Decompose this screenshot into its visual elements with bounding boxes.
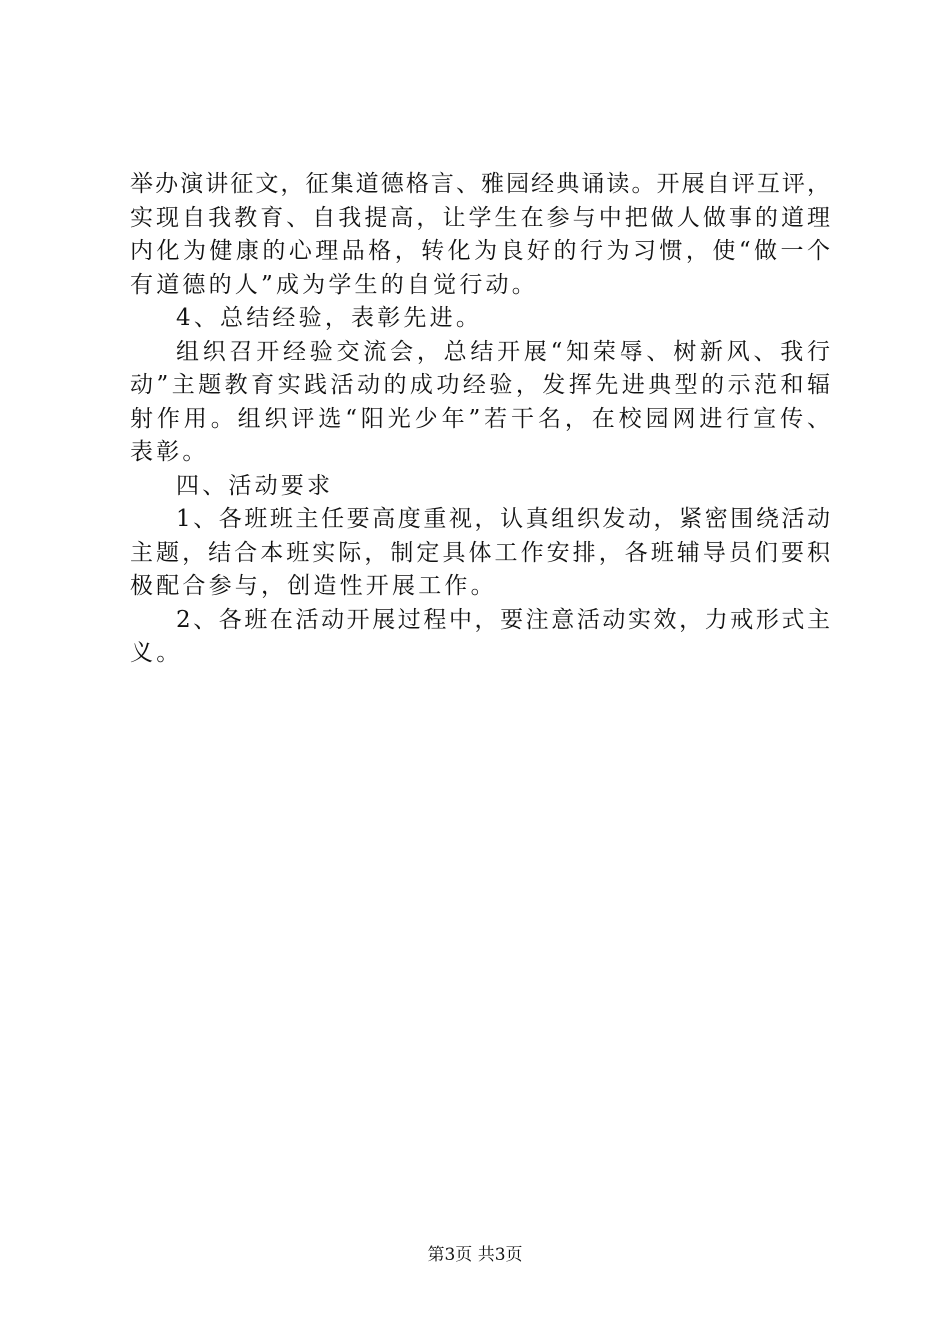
- paragraph-line: 实现自我教育、自我提高，让学生在参与中把做人做事的道理: [130, 204, 830, 231]
- paragraph-line: 有道德的人”成为学生的自觉行动。: [130, 271, 538, 298]
- document-body: [130, 168, 830, 671]
- paragraph-line: 主题，结合本班实际，制定具体工作安排，各班辅导员们要积: [130, 539, 830, 566]
- page-number-footer: 第3页 共3页: [427, 1245, 523, 1265]
- paragraph-line: 2、各班在活动开展过程中，要注意活动实效，力戒形式主: [176, 606, 830, 633]
- paragraph-line: 极配合参与，创造性开展工作。: [130, 573, 497, 599]
- paragraph-line: 内化为健康的心理品格，转化为良好的行为习惯，使“做一个: [130, 238, 830, 264]
- paragraph-line: 动”主题教育实践活动的成功经验，发挥先进典型的示范和辐: [130, 372, 830, 398]
- paragraph-line: 表彰。: [130, 439, 209, 465]
- paragraph-line: 组织召开经验交流会，总结开展“知荣辱、树新风、我行: [176, 338, 830, 365]
- paragraph-line: 1、各班班主任要高度重视，认真组织发动，紧密围绕活动: [176, 506, 830, 532]
- paragraph-line: 射作用。组织评选“阳光少年”若干名，在校园网进行宣传、: [130, 405, 830, 432]
- section-heading: 四、活动要求: [176, 472, 334, 499]
- paragraph-line: 举办演讲征文，征集道德格言、雅园经典诵读。开展自评互评，: [130, 171, 830, 197]
- section-heading: 4、总结经验，表彰先进。: [176, 305, 483, 331]
- paragraph-line: 义。: [130, 640, 183, 666]
